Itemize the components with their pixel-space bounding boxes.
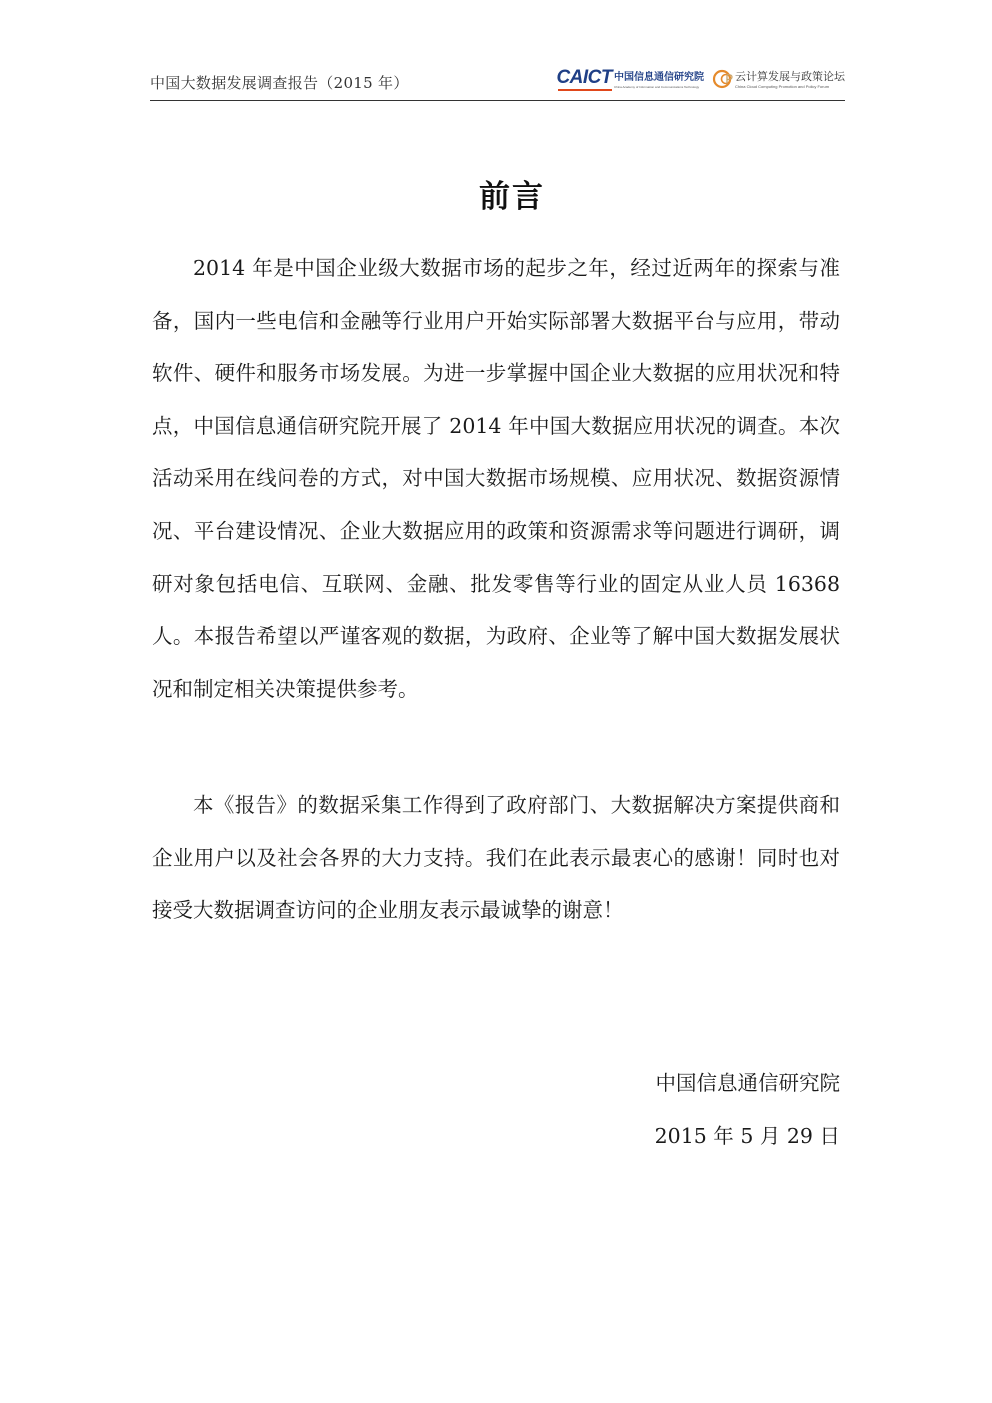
signature-organization: 中国信息通信研究院 [655,1071,840,1095]
ccpf-logo-text [735,68,845,90]
caict-logo-name-en: China Academy of Information and Communications Technology [614,85,700,89]
preface-paragraph-2: 本《报告》的数据采集工作得到了政府部门、大数据解决方案提供商和企业用户以及社会各界的大力支持。我们在此表示最衷心的感谢！同时也对接受大数据调查访问的企业朋友表示最诚挚的谢意！ [152,793,840,923]
signature-date: 2015 年 5 月 29 日 [654,1124,840,1148]
page-header [150,62,845,101]
ccpf-logo [712,68,845,90]
caict-logo-text [614,68,704,89]
ccpf-logo-name-cn: 云计算发展与政策论坛 [735,71,845,83]
header-logos [556,68,845,94]
caict-logo [556,68,704,91]
preface-paragraph-1: 2014 年是中国企业级大数据市场的起步之年，经过近两年的探索与准备，国内一些电信和金融等行业用户开始实际部署大数据平台与应用，带动软件、硬件和服务市场发展。为进一步掌握中国企业大数据的应用状况和特点，中国信息通信研究院开展了 2014 年中国大数据应用状况的调查。本次活动采用在线问卷的方式，对中国大数据市场规模、应用状况、数据资源情况、平台建设情况、企业大数据应用的政策和资源需求等问题进行调研，调研对象包括电信、互联网、金融、批发零售等行业的固定从业人员 16368 人。本报告希望以严谨客观的数据，为政府、企业等了解中国大数据发展状况和制定相关决策提供参考。 [152,256,840,701]
ccpf-logo-name-en: China Cloud Computing Promotion and Policy Forum [735,84,830,89]
header-title: 中国大数据发展调查报告（2015 年） [150,74,409,92]
ccpf-logo-icon [712,68,734,90]
caict-logo-name-cn: 中国信息通信研究院 [614,72,704,83]
caict-logo-mark: CAICT [556,68,612,91]
page-title: 前言 [479,178,545,215]
